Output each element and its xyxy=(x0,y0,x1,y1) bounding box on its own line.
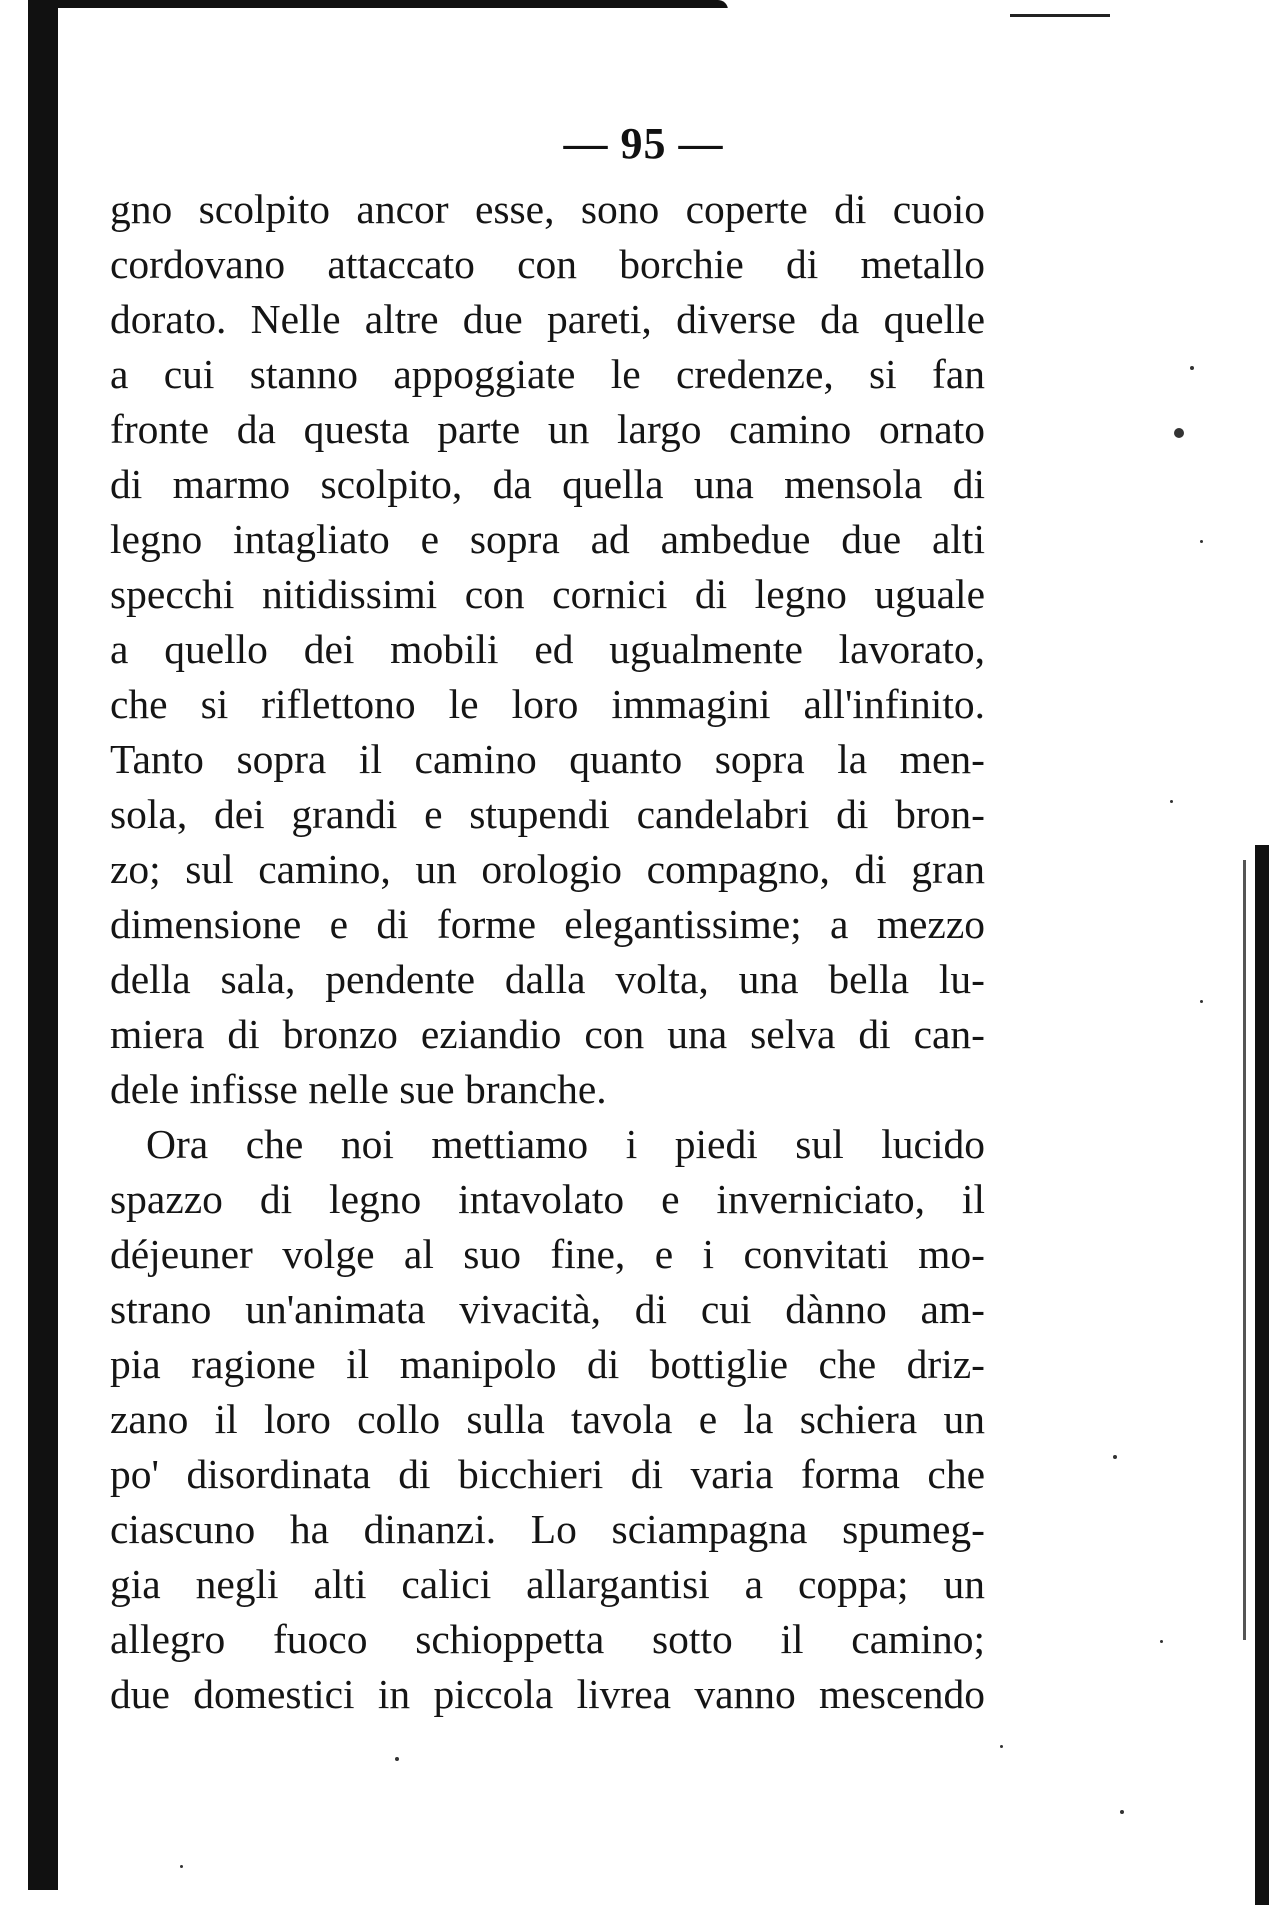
text-line: di marmo scolpito, da quella una mensola di xyxy=(110,461,985,507)
text-line: Ora che noi mettiamo i piedi sul lucido xyxy=(146,1121,985,1167)
scan-speck xyxy=(1200,1000,1203,1003)
text-line: zano il loro collo sulla tavola e la schiera un xyxy=(110,1396,985,1442)
text-line: due domestici in piccola livrea vanno mescendo xyxy=(110,1671,985,1717)
scan-speck xyxy=(180,1865,183,1868)
scan-speck xyxy=(1170,800,1173,803)
page-right-edge-line xyxy=(1243,860,1246,1640)
scan-speck xyxy=(1200,540,1203,543)
text-line: strano un'animata vivacità, di cui dànno am- xyxy=(110,1286,985,1332)
text-line: pia ragione il manipolo di bottiglie che driz- xyxy=(110,1341,985,1387)
text-line: miera di bronzo eziandio con una selva di can- xyxy=(110,1011,985,1057)
text-line: a quello dei mobili ed ugualmente lavorato, xyxy=(110,626,985,672)
text-line: cordovano attaccato con borchie di metallo xyxy=(110,241,985,287)
text-line: po' disordinata di bicchieri di varia forma che xyxy=(110,1451,985,1497)
scan-speck xyxy=(1174,428,1184,438)
text-line: zo; sul camino, un orologio compagno, di gran xyxy=(110,846,985,892)
text-line: dimensione e di forme elegantissime; a mezzo xyxy=(110,901,985,947)
page-number: — 95 — xyxy=(563,119,724,168)
text-line: allegro fuoco schioppetta sotto il camino; xyxy=(110,1616,985,1662)
scan-speck xyxy=(1190,366,1194,370)
book-spine-shadow xyxy=(28,0,58,1890)
text-line: déjeuner volge al suo fine, e i convitati mo- xyxy=(110,1231,985,1277)
text-line: Tanto sopra il camino quanto sopra la men- xyxy=(110,736,985,782)
text-line: sola, dei grandi e stupendi candelabri di bron- xyxy=(110,791,985,837)
text-line: dele infisse nelle sue branche. xyxy=(110,1066,607,1112)
text-line: ciascuno ha dinanzi. Lo sciampagna spumeg- xyxy=(110,1506,985,1552)
text-line: a cui stanno appoggiate le credenze, si fan xyxy=(110,351,985,397)
scan-speck xyxy=(1120,1810,1124,1814)
text-line: dorato. Nelle altre due pareti, diverse da quelle xyxy=(110,296,985,342)
paragraph xyxy=(110,1117,985,1722)
text-line: della sala, pendente dalla volta, una bella lu- xyxy=(110,956,985,1002)
text-line: che si riflettono le loro immagini all'infinito. xyxy=(110,681,985,727)
text-line: gno scolpito ancor esse, sono coperte di cuoio xyxy=(110,186,985,232)
page-top-edge xyxy=(28,0,728,22)
page-top-edge-mark xyxy=(1010,14,1110,17)
text-line: spazzo di legno intavolato e inverniciato, il xyxy=(110,1176,985,1222)
scan-speck xyxy=(395,1757,399,1761)
text-line: legno intagliato e sopra ad ambedue due alti xyxy=(110,516,985,562)
scan-speck xyxy=(1160,1640,1163,1643)
text-line: fronte da questa parte un largo camino ornato xyxy=(110,406,985,452)
scan-speck xyxy=(1113,1455,1117,1459)
text-line: specchi nitidissimi con cornici di legno uguale xyxy=(110,571,985,617)
paragraph xyxy=(110,182,985,1117)
scan-speck xyxy=(1000,1745,1003,1748)
text-line: gia negli alti calici allargantisi a coppa; un xyxy=(110,1561,985,1607)
page-right-edge-shadow xyxy=(1255,845,1269,1905)
body-text xyxy=(110,182,985,1722)
